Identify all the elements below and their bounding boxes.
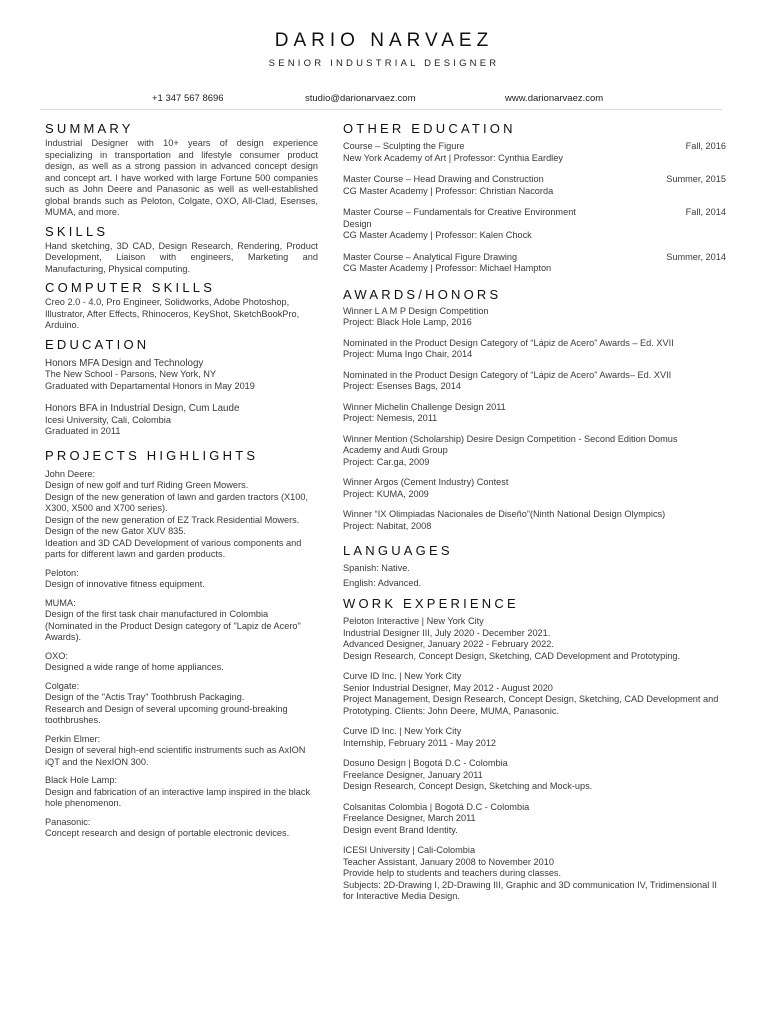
job-line: Project Management, Design Research, Concept Design, Sketching, CAD Development and Prototyping. Clients: John Deere, MUMA, Panasonic. (343, 694, 719, 716)
award-project: Project: Nemesis, 2011 (343, 413, 438, 423)
project-line: Design of the new Gator XUV 835. (45, 526, 186, 536)
project-line: Design of the first task chair manufactured in Colombia (Nominated in the Product Design category of "Lapiz de Acero" Awards). (45, 609, 301, 642)
course-date: Summer, 2014 (666, 251, 726, 262)
award-project: Project: Nabitat, 2008 (343, 520, 432, 531)
project-client: Peloton: (45, 567, 79, 578)
project-line: Concept research and design of portable electronic devices. (45, 828, 290, 838)
course-name: Master Course – Fundamentals for Creative Environment Design (343, 207, 576, 229)
graduation-note: Graduated in 2011 (45, 426, 121, 436)
project-client: Panasonic: (45, 816, 91, 827)
project-client: Black Hole Lamp: (45, 775, 118, 785)
job-company: Dosuno Design | Bogotá D.C - Colombia (343, 758, 508, 768)
language-item: Spanish: Native. (343, 563, 410, 573)
award-entry (343, 402, 726, 425)
project-client: Perkin Elmer: (45, 733, 101, 744)
website-url: www.darionarvaez.com (505, 93, 604, 104)
course-name: Master Course – Analytical Figure Drawing (343, 251, 518, 262)
project-line: Design of the "Actis Tray" Toothbrush Packaging. (45, 692, 245, 702)
project-line: Research and Design of several upcoming ground-breaking toothbrushes. (45, 703, 288, 725)
project-line: Design of the new generation of lawn and garden tractors (X100, X300, X500 and X700 series). (45, 491, 309, 513)
job-company: ICESI University | Cali-Colombia (343, 845, 476, 855)
award-title: Nominated in the Product Design Category of “Lápiz de Acero” Awards – Ed. XVII (343, 337, 674, 348)
course-entry (343, 141, 726, 164)
award-entry (343, 434, 726, 469)
project-line: Design of new golf and turf Riding Green Mowers. (45, 480, 249, 490)
job-entry (343, 758, 726, 793)
project-client: John Deere: (45, 468, 96, 479)
education-entry (45, 403, 318, 438)
job-company: Curve ID Inc. | New York City (343, 671, 462, 681)
computer-skills-heading: COMPUTER SKILLS (45, 280, 216, 295)
project-line: Ideation and 3D CAD Development of various components and parts for different lawn and garden products. (45, 537, 302, 559)
course-entry (343, 207, 726, 242)
course-name: Master Course – Head Drawing and Construction (343, 174, 544, 184)
awards-section (343, 285, 726, 533)
skills-heading: SKILLS (45, 223, 109, 239)
course-detail: CG Master Academy | Professor: Christian Nacorda (343, 185, 554, 196)
job-line: Freelance Designer, March 2011 (343, 813, 476, 823)
award-project: Project: Esenses Bags, 2014 (343, 381, 461, 391)
job-line: Freelance Designer, January 2011 (343, 769, 483, 780)
project-entry (45, 734, 318, 769)
work-heading: WORK EXPERIENCE (343, 596, 519, 611)
award-entry (343, 306, 726, 329)
header-divider (40, 109, 722, 110)
award-title: Winner “IX Olimpiadas Nacionales de Diseño”(Ninth National Design Olympics) (343, 509, 666, 519)
education-entry (45, 358, 318, 393)
skills-section (45, 222, 318, 276)
award-entry (343, 477, 726, 500)
award-project: Project: Black Hole Lamp, 2016 (343, 317, 472, 327)
job-line: Design event Brand Identity. (343, 824, 458, 835)
job-company: Peloton Interactive | New York City (343, 616, 484, 626)
left-column (45, 116, 318, 840)
other-education-heading: OTHER EDUCATION (343, 121, 516, 136)
award-title: Winner L A M P Design Competition (343, 305, 489, 316)
job-title: SENIOR INDUSTRIAL DESIGNER (268, 58, 500, 69)
award-project: Project: Muma Ingo Chair, 2014 (343, 349, 473, 359)
job-entry (343, 671, 726, 717)
project-line: Designed a wide range of home appliances. (45, 662, 224, 672)
school: Icesi University, Cali, Colombia (45, 414, 171, 425)
summary-section (45, 119, 318, 219)
project-entry (45, 568, 318, 591)
job-entry (343, 616, 726, 662)
award-title: Winner Mention (Scholarship) Desire Design Competition - Second Edition Domus Academy and Audi Group (343, 433, 678, 455)
other-education-section (343, 119, 726, 275)
course-detail: CG Master Academy | Professor: Kalen Chock (343, 230, 532, 240)
project-line: Design of innovative fitness equipment. (45, 579, 205, 589)
project-entry (45, 598, 318, 644)
course-entry (343, 252, 726, 275)
job-line: Design Research, Concept Design, Sketching and Mock-ups. (343, 781, 593, 791)
languages-heading: LANGUAGES (343, 543, 453, 558)
summary-text: Industrial Designer with 10+ years of design experience specializing in transportation and lifestyle consumer product design, as well as a strong passion in advanced concept design and concept art. I have worked with large Fortune 500 companies such as John Deere and Panasonic as well as well-established global brands such as Peloton, Colgate, OXO, All-Clad, Esenses, MUMA, and more. (45, 138, 318, 217)
job-entry (343, 845, 726, 903)
project-line: Design of the new generation of EZ Track Residential Mowers. (45, 514, 300, 525)
job-line: Provide help to students and teachers during classes. (343, 868, 562, 878)
course-detail: New York Academy of Art | Professor: Cynthia Eardley (343, 152, 563, 163)
education-section (45, 335, 318, 438)
project-line: Design of several high-end scientific instruments such as AxION iQT and the NexION 300. (45, 745, 306, 767)
award-project: Project: Car.ga, 2009 (343, 456, 430, 467)
course-name: Course – Sculpting the Figure (343, 141, 465, 151)
languages-list (343, 563, 726, 589)
project-entry (45, 469, 318, 561)
job-line: Subjects: 2D-Drawing I, 2D-Drawing III, Graphic and 3D communication IV, Tridimensional II for Interactive Media Design. (343, 879, 717, 901)
award-title: Nominated in the Product Design Category of “Lápiz de Acero” Awards– Ed. XVII (343, 369, 672, 380)
course-date: Fall, 2014 (685, 207, 726, 217)
award-project: Project: KUMA, 2009 (343, 488, 429, 499)
award-title: Winner Michelin Challenge Design 2011 (343, 401, 506, 412)
project-entry (45, 681, 318, 727)
project-client: Colgate: (45, 680, 80, 691)
job-company: Colsanitas Colombia | Bogotá D.C - Colombia (343, 801, 530, 812)
job-line: Teacher Assistant, January 2008 to November 2010 (343, 856, 554, 867)
candidate-name: DARIO NARVAEZ (274, 30, 494, 51)
course-detail: CG Master Academy | Professor: Michael Hampton (343, 263, 552, 273)
award-entry (343, 338, 726, 361)
project-entry (45, 651, 318, 674)
projects-heading: PROJECTS HIGHLIGHTS (45, 447, 259, 463)
phone-number: +1 347 567 8696 (152, 93, 224, 104)
work-section (343, 594, 726, 903)
project-client: OXO: (45, 650, 68, 661)
language-item: English: Advanced. (343, 577, 422, 588)
award-entry (343, 509, 726, 532)
job-line: Design Research, Concept Design, Sketching, CAD Development and Prototyping. (343, 650, 681, 661)
skills-text: Hand sketching, 3D CAD, Design Research, Rendering, Product Development, Liaison with engineers, Marketing and Manufacturing, Physical computing. (45, 240, 318, 274)
job-line: Industrial Designer III, July 2020 - December 2021. (343, 627, 551, 638)
job-line: Advanced Designer, January 2022 - February 2022. (343, 639, 554, 649)
course-entry (343, 174, 726, 197)
graduation-note: Graduated with Departamental Honors in May 2019 (45, 380, 255, 391)
award-entry (343, 370, 726, 393)
course-date: Summer, 2015 (666, 174, 726, 184)
computer-skills-text: Creo 2.0 - 4.0, Pro Engineer, Solidworks, Adobe Photoshop, Illustrator, After Effects, Rhinoceros, KeyShot, SketchBookPro, Arduino. (45, 297, 300, 330)
degree: Honors MFA Design and Technology (45, 357, 204, 369)
project-entry (45, 817, 318, 840)
education-heading: EDUCATION (45, 336, 150, 352)
summary-heading: SUMMARY (45, 121, 134, 136)
degree: Honors BFA in Industrial Design, Cum Laude (45, 403, 240, 414)
job-line: Internship, February 2011 - May 2012 (343, 737, 497, 748)
job-line: Senior Industrial Designer, May 2012 - August 2020 (343, 682, 553, 693)
course-date: Fall, 2016 (685, 141, 726, 151)
awards-heading: AWARDS/HONORS (343, 286, 502, 302)
job-entry (343, 802, 726, 837)
project-entry (45, 775, 318, 810)
school: The New School - Parsons, New York, NY (45, 369, 217, 379)
computer-skills-section (45, 278, 318, 332)
projects-section (45, 446, 318, 840)
project-client: MUMA: (45, 597, 76, 608)
job-entry (343, 726, 726, 749)
job-company: Curve ID Inc. | New York City (343, 726, 462, 736)
languages-section (343, 541, 726, 589)
project-line: Design and fabrication of an interactive lamp inspired in the black hole phenomenon. (45, 786, 311, 808)
right-column (343, 116, 726, 903)
email-address: studio@darionarvaez.com (305, 93, 416, 104)
award-title: Winner Argos (Cement Industry) Contest (343, 477, 509, 487)
